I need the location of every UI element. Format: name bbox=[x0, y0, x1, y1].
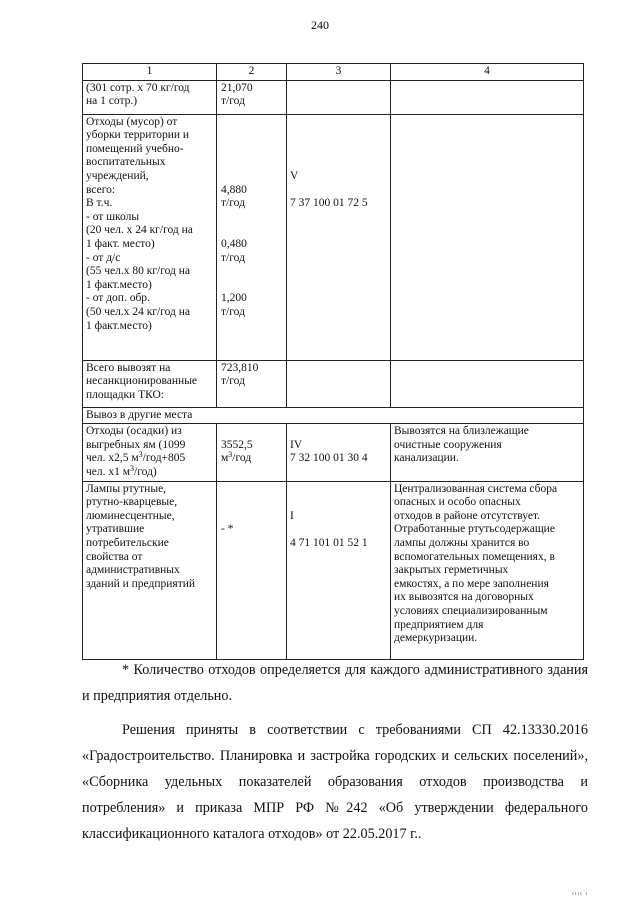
cell-line bbox=[290, 184, 387, 198]
cell-amount bbox=[217, 114, 287, 360]
cell-line: канализации. bbox=[394, 452, 459, 465]
cell-line: несанкционированные bbox=[86, 375, 198, 388]
cell-line: опасных и особо опасных bbox=[394, 496, 521, 509]
cell-line: (50 чел.х 24 кг/год на bbox=[86, 305, 191, 318]
cell-line bbox=[221, 211, 283, 225]
cell-line: 723,810 bbox=[221, 361, 259, 374]
column-header-2: 2 bbox=[217, 64, 287, 81]
cell-line: учреждений, bbox=[86, 169, 149, 182]
cell-line: 1 факт.место) bbox=[86, 278, 152, 291]
cell-line: лампы должны хранится во bbox=[394, 536, 530, 549]
cell-line: 0,480 bbox=[221, 237, 247, 250]
table-row bbox=[83, 114, 584, 360]
text-block bbox=[82, 657, 588, 847]
cell-line bbox=[290, 523, 387, 537]
cell-line bbox=[221, 510, 283, 524]
footnote: * Количество отходов определяется для каждого административного здания и предприятия отдельно. bbox=[82, 662, 588, 704]
cell-line: выгребных ям (1099 bbox=[86, 438, 186, 451]
cell-line: демеркуризации. bbox=[394, 632, 478, 645]
cell-code bbox=[287, 360, 391, 407]
cell-line: 7 37 100 01 72 5 bbox=[290, 197, 368, 210]
cell-line: административных bbox=[86, 564, 180, 577]
cell-line: (20 чел. х 24 кг/год на bbox=[86, 224, 193, 237]
cell-note bbox=[391, 114, 584, 360]
cell-line: т/год bbox=[221, 197, 245, 210]
cell-note bbox=[391, 360, 584, 407]
cell-line: V bbox=[290, 169, 299, 182]
cell-line: т/год bbox=[221, 251, 245, 264]
cell-line: утратившие bbox=[86, 523, 145, 536]
cell-description bbox=[83, 424, 217, 481]
cell-line bbox=[221, 425, 283, 439]
page-number: 240 bbox=[311, 18, 329, 32]
cell-line: Лампы ртутные, bbox=[86, 482, 167, 495]
cell-line: 4 71 101 01 52 1 bbox=[290, 536, 368, 549]
cell-line: - от д/с bbox=[86, 251, 121, 264]
cell-code bbox=[287, 80, 391, 114]
cell-line bbox=[221, 156, 283, 170]
cell-line: уборки территории и bbox=[86, 129, 190, 142]
cell-line: Отходы (осадки) из bbox=[86, 425, 182, 438]
cell-line bbox=[221, 265, 283, 279]
cell-description bbox=[83, 114, 217, 360]
cell-line bbox=[290, 483, 387, 497]
cell-line: (55 чел.х 80 кг/год на bbox=[86, 265, 191, 278]
cell-line: 3552,5 bbox=[221, 438, 253, 451]
cell-note bbox=[391, 481, 584, 659]
corner-mark: ıııı ı bbox=[572, 891, 588, 897]
cell-line: 4,880 bbox=[221, 183, 247, 196]
cell-line: емкостях, а по мере заполнения bbox=[394, 577, 549, 590]
cell-line bbox=[221, 224, 283, 238]
cell-description bbox=[83, 481, 217, 659]
cell-description bbox=[83, 80, 217, 114]
cell-line bbox=[290, 116, 387, 130]
cell-line: предприятием для bbox=[394, 618, 484, 631]
cell-line: свойства от bbox=[86, 550, 143, 563]
superscript: 3 bbox=[130, 463, 135, 473]
cell-line: ртутно-кварцевые, bbox=[86, 496, 178, 509]
cell-line: их вывозятся на договорных bbox=[394, 591, 534, 604]
cell-line bbox=[290, 143, 387, 157]
cell-line bbox=[290, 425, 387, 439]
column-header-1: 1 bbox=[83, 64, 217, 81]
cell-line: чел. х1 $м^3/год$) bbox=[86, 463, 157, 478]
cell-line: условиях специализированным bbox=[394, 604, 548, 617]
cell-line: 21,070 bbox=[221, 81, 253, 94]
cell-description bbox=[83, 360, 217, 407]
cell-line: помещений учебно- bbox=[86, 142, 184, 155]
cell-note bbox=[391, 424, 584, 481]
cell-line: В т.ч. bbox=[86, 197, 113, 210]
cell-line bbox=[290, 496, 387, 510]
cell-line: 1,200 bbox=[221, 292, 247, 305]
cell-line bbox=[221, 129, 283, 143]
cell-line bbox=[221, 483, 283, 497]
body-paragraph: Решения приняты в соответствии с требованиями СП 42.13330.2016 «Градостроительство. Планировка и застройка городских и сельских поселений», «Сборника удельных показателей образования отходов производства и потребления» и приказа МПР РФ №242 «Об утверждении федерального классификационного каталога отходов» от 22.05.2017 г.. bbox=[82, 722, 588, 842]
section-row bbox=[83, 407, 584, 424]
cell-line: Вывозятся на близлежащие bbox=[394, 425, 529, 438]
table-row bbox=[83, 481, 584, 659]
cell-line: Централизованная система сбора bbox=[394, 482, 558, 495]
cell-line: вспомогательных помещениях, в bbox=[394, 550, 555, 563]
cell-line: - от школы bbox=[86, 210, 140, 223]
superscript: 3 bbox=[228, 450, 233, 460]
table-row bbox=[83, 80, 584, 114]
cell-line: $м^3$/год bbox=[221, 450, 252, 465]
table-row bbox=[83, 424, 584, 481]
cell-line: I bbox=[290, 509, 294, 522]
column-header-4: 4 bbox=[391, 64, 584, 81]
cell-line: чел. х2,5 $м^3/год+805$ bbox=[86, 450, 186, 465]
cell-line: т/год bbox=[221, 95, 245, 108]
cell-code bbox=[287, 424, 391, 481]
cell-line bbox=[221, 116, 283, 130]
cell-line: - * bbox=[221, 523, 234, 536]
cell-line: зданий и предприятий bbox=[86, 577, 196, 590]
cell-line: т/год bbox=[221, 305, 245, 318]
section-title: Вывоз в другие места bbox=[83, 407, 584, 424]
cell-line: очистные сооружения bbox=[394, 438, 502, 451]
cell-line bbox=[221, 496, 283, 510]
cell-line: потребительские bbox=[86, 536, 169, 549]
cell-line bbox=[221, 279, 283, 293]
cell-line bbox=[221, 143, 283, 157]
cell-line: (301 сотр. х 70 кг/год bbox=[86, 81, 190, 94]
cell-line: Отработанные ртутьсодержащие bbox=[394, 523, 555, 536]
cell-line: - от доп. обр. bbox=[86, 292, 150, 305]
column-header-3: 3 bbox=[287, 64, 391, 81]
cell-line bbox=[290, 156, 387, 170]
cell-line: всего: bbox=[86, 183, 116, 196]
cell-amount bbox=[217, 424, 287, 481]
cell-code bbox=[287, 114, 391, 360]
cell-line: люминесцентные, bbox=[86, 509, 175, 522]
cell-amount bbox=[217, 360, 287, 407]
cell-note bbox=[391, 80, 584, 114]
cell-line: Всего вывозят на bbox=[86, 361, 171, 374]
cell-line: отходов в районе отсутствует. bbox=[394, 509, 540, 522]
cell-line: закрытых герметичных bbox=[394, 564, 509, 577]
cell-line bbox=[221, 170, 283, 184]
superscript: 3 bbox=[138, 450, 143, 460]
cell-amount bbox=[217, 481, 287, 659]
cell-line: площадки ТКО: bbox=[86, 388, 164, 401]
cell-line: 7 32 100 01 30 4 bbox=[290, 452, 368, 465]
cell-code bbox=[287, 481, 391, 659]
cell-line: 1 факт. место) bbox=[86, 237, 155, 250]
cell-line: воспитательных bbox=[86, 156, 166, 169]
cell-line bbox=[290, 129, 387, 143]
waste-table bbox=[82, 63, 584, 660]
cell-line: 1 факт.место) bbox=[86, 319, 152, 332]
cell-line: Отходы (мусор) от bbox=[86, 115, 178, 128]
header-row bbox=[83, 64, 584, 81]
table-row bbox=[83, 360, 584, 407]
cell-line: т/год bbox=[221, 375, 245, 388]
cell-line: IV bbox=[290, 438, 303, 451]
cell-line: на 1 сотр.) bbox=[86, 95, 138, 108]
cell-amount bbox=[217, 80, 287, 114]
